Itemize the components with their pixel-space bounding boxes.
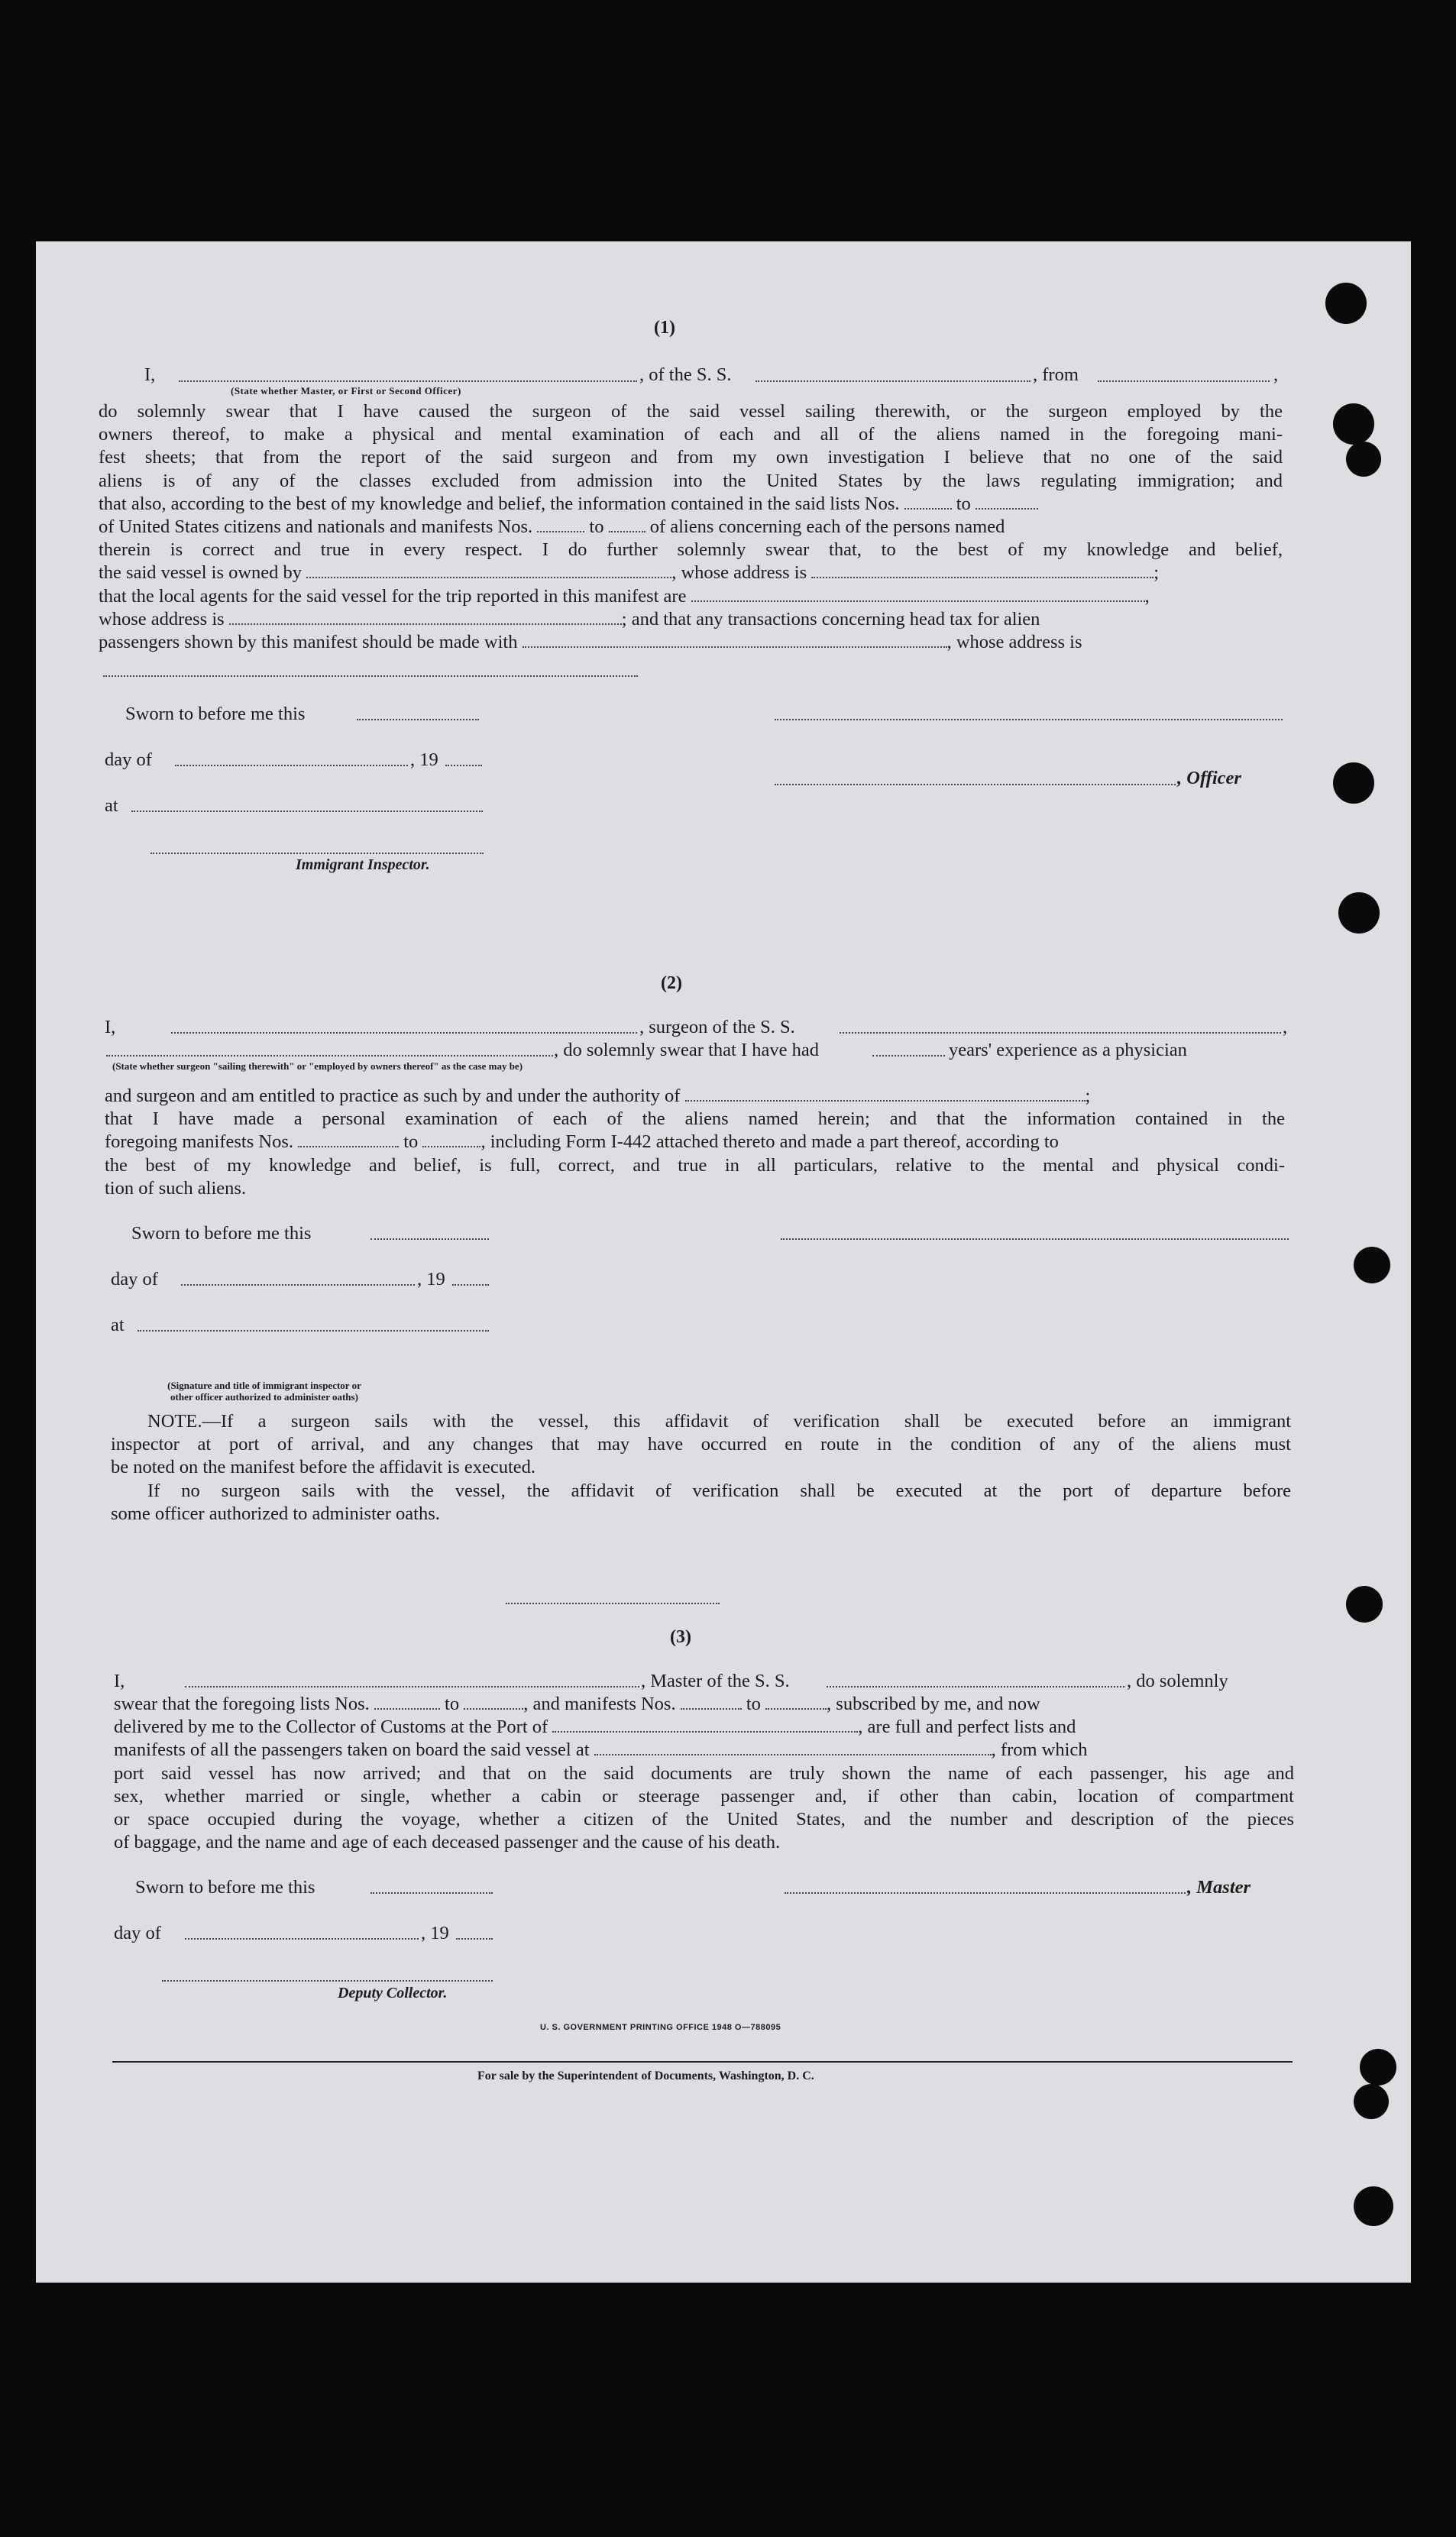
s1-headtax-address-field[interactable] [103, 675, 638, 677]
s3-solemnly: , do solemnly [1127, 1671, 1228, 1691]
s3-line-2c: , and manifests Nos. [523, 1694, 676, 1714]
s1-at-field[interactable] [131, 811, 483, 812]
s1-line-12b: , whose address is [946, 632, 1082, 653]
s2-day-label: day of [111, 1269, 158, 1290]
s2-year-label: , 19 [417, 1269, 445, 1290]
s3-to-1: to [445, 1694, 460, 1714]
s2-authority-field[interactable] [685, 1086, 1086, 1102]
s1-line-11a: whose address is [99, 608, 225, 629]
s3-boarding-port-field[interactable] [594, 1740, 992, 1756]
s2-surgeon-of-label: , surgeon of the S. S. [639, 1017, 795, 1037]
s2-note-5: some officer authorized to administer oaths. [111, 1503, 440, 1524]
punch-hole-icon [1354, 2084, 1389, 2119]
s1-comma-2: , [1144, 585, 1150, 607]
s2-day-field[interactable] [181, 1284, 415, 1286]
s1-day-field[interactable] [175, 765, 408, 766]
s1-signature-field[interactable] [775, 719, 1283, 720]
s1-inspector-label: Immigrant Inspector. [296, 856, 430, 873]
s2-status-note: (State whether surgeon "sailing therewith" or "employed by owners thereof" as the case may be) [112, 1060, 523, 1072]
s1-of-ss-label: , of the S. S. [639, 364, 732, 385]
punch-hole-icon [1338, 892, 1380, 934]
s2-signature-note-2: other officer authorized to administer oaths) [170, 1391, 358, 1403]
s1-sworn-label: Sworn to before me this [125, 704, 306, 724]
s1-manifests-from-field[interactable] [537, 517, 584, 532]
s1-from-label: , from [1033, 364, 1079, 385]
s3-line-5: port said vessel has now arrived; and that on the said documents are truly shown the name of each passenger, his age and [114, 1762, 1294, 1784]
s3-day-label: day of [114, 1923, 161, 1943]
s2-surgeon-status-field[interactable] [106, 1055, 553, 1057]
s3-day-field[interactable] [185, 1938, 419, 1940]
s1-owner-field[interactable] [306, 563, 671, 578]
s2-surgeon-name-field[interactable] [171, 1032, 637, 1034]
s2-line-2b: years' experience as a physician [949, 1040, 1187, 1060]
s1-line-12a: passengers shown by this manifest should be made with [99, 632, 518, 653]
s3-sworn-label: Sworn to before me this [135, 1877, 315, 1898]
s3-line-3a: delivered by me to the Collector of Customs at the Port of [114, 1717, 548, 1738]
s3-line-8: of baggage, and the name and age of each deceased passenger and the cause of his death. [114, 1832, 781, 1853]
section-1-number: (1) [654, 318, 675, 338]
s2-line-6: the best of my knowledge and belief, is full, correct, and true in all particulars, relative to the mental and physical condi- [105, 1154, 1285, 1176]
s2-line-5c: , including Form I-442 attached thereto and made a part thereof, according to [480, 1131, 1059, 1153]
s3-year-field[interactable] [456, 1938, 493, 1940]
s1-line-9a: the said vessel is owned by [99, 562, 303, 584]
s2-at-label: at [111, 1315, 125, 1335]
s1-officer-field[interactable] [775, 784, 1176, 785]
s1-year-label: , 19 [410, 749, 438, 770]
s1-line-7a: of United States citizens and nationals and manifests Nos. [99, 516, 533, 538]
punch-hole-icon [1325, 283, 1367, 324]
punch-hole-icon [1333, 403, 1374, 445]
s1-line-3: owners thereof, to make a physical and mental examination of each and all of the aliens named in the foregoing mani- [99, 424, 1283, 445]
s1-sworn-field[interactable] [357, 719, 479, 720]
s1-agents-address-field[interactable] [229, 609, 622, 624]
s3-line-4b: , from which [991, 1739, 1088, 1761]
s1-line-5: aliens is of any of the classes excluded from admission into the United States by the laws regulating immigration; and [99, 470, 1283, 491]
s1-inspector-signature-field[interactable] [150, 853, 484, 854]
s2-note-2: inspector at port of arrival, and any changes that may have occurred en route in the condition of any of the aliens must [111, 1434, 1291, 1455]
s3-master-name-field[interactable] [185, 1686, 639, 1688]
s2-sworn-field[interactable] [370, 1238, 489, 1240]
s2-manifests-to-field[interactable] [422, 1132, 480, 1147]
s2-signature-field[interactable] [781, 1238, 1289, 1240]
s3-line-6: sex, whether married or single, whether a cabin or steerage passenger and, if other than cabin, location of compartment [114, 1785, 1294, 1807]
s2-i-label: I, [105, 1017, 116, 1037]
form-page [36, 241, 1411, 2283]
s3-manifests-from-field[interactable] [681, 1694, 742, 1710]
section-separator [506, 1603, 720, 1604]
footer-rule [112, 2061, 1293, 2063]
s2-note-3: be noted on the manifest before the affidavit is executed. [111, 1457, 536, 1478]
s2-line-4: that I have made a personal examination of each of the aliens named herein; and that the information contained in the [105, 1108, 1285, 1130]
s1-to-1: to [956, 493, 971, 514]
s3-master-signature-field[interactable] [785, 1892, 1186, 1894]
s1-line-9b: , whose address is [671, 562, 807, 584]
s1-day-label: day of [105, 749, 152, 770]
s2-signature-note-1: (Signature and title of immigrant inspector or [167, 1380, 361, 1391]
s3-line-2a: swear that the foregoing lists Nos. [114, 1694, 370, 1714]
s3-manifests-to-field[interactable] [765, 1694, 827, 1710]
s2-year-field[interactable] [452, 1284, 489, 1286]
punch-hole-icon [1354, 1247, 1390, 1283]
s1-agents-field[interactable] [691, 586, 1145, 601]
s3-to-2: to [746, 1694, 761, 1714]
s3-i-label: I, [114, 1671, 125, 1691]
s1-to-2: to [589, 516, 604, 538]
s1-headtax-field[interactable] [523, 633, 947, 648]
s1-line-6a: that also, according to the best of my knowledge and belief, the information contained in the said lists Nos. [99, 493, 900, 514]
gpo-imprint: U. S. GOVERNMENT PRINTING OFFICE 1948 O—788095 [540, 2023, 781, 2032]
s2-line-7: tion of such aliens. [105, 1177, 247, 1199]
punch-hole-icon [1346, 1586, 1383, 1623]
s3-line-3b: , are full and perfect lists and [858, 1717, 1076, 1738]
s1-line-11b: ; and that any transactions concerning head tax for alien [621, 608, 1040, 629]
section-2-number: (2) [661, 973, 682, 993]
s1-lists-to-field[interactable] [976, 493, 1038, 509]
s2-years-field[interactable] [872, 1055, 945, 1057]
s3-line-7: or space occupied during the voyage, whether a citizen of the United States, and the number and description of the pieces [114, 1809, 1294, 1830]
s2-to: to [403, 1131, 419, 1153]
s2-line-5a: foregoing manifests Nos. [105, 1131, 293, 1153]
s3-deputy-signature-field[interactable] [162, 1980, 493, 1982]
s3-line-4a: manifests of all the passengers taken on board the said vessel at [114, 1739, 590, 1761]
s3-vessel-field[interactable] [827, 1686, 1124, 1688]
s2-line-2a: , do solemnly swear that I have had [554, 1040, 819, 1060]
s1-line-8: therein is correct and true in every respect. I do further solemnly swear that, to the best of my knowledge and belief, [99, 539, 1283, 561]
s3-year-label: , 19 [421, 1923, 449, 1943]
s1-year-field[interactable] [445, 765, 482, 766]
s1-line-10: that the local agents for the said vessel for the trip reported in this manifest are [99, 585, 687, 607]
s3-master-label: , Master [1187, 1877, 1251, 1898]
s1-vessel-name-field[interactable] [756, 380, 1031, 382]
s2-note-1: NOTE.—If a surgeon sails with the vessel, this affidavit of verification shall be executed before an immigrant [147, 1411, 1291, 1432]
s2-semicolon: ; [1085, 1086, 1091, 1106]
s1-manifests-to-field[interactable] [609, 517, 645, 532]
s3-sworn-field[interactable] [370, 1892, 493, 1894]
sale-notice: For sale by the Superintendent of Documents, Washington, D. C. [477, 2069, 814, 2082]
punch-hole-icon [1346, 442, 1381, 477]
punch-hole-icon [1354, 2186, 1393, 2226]
s1-at-label: at [105, 795, 118, 816]
s1-line-4: fest sheets; that from the report of the said surgeon and from my own investigation I believe that no one of the said [99, 447, 1283, 468]
punch-hole-icon [1333, 762, 1374, 804]
s2-comma: , [1283, 1017, 1288, 1037]
s3-lists-from-field[interactable] [374, 1694, 440, 1710]
s1-lists-from-field[interactable] [904, 493, 952, 509]
s1-officer-title-field[interactable] [179, 380, 637, 382]
s1-from-port-field[interactable] [1098, 380, 1270, 382]
s2-line-3: and surgeon and am entitled to practice as such by and under the authority of [105, 1086, 681, 1106]
s3-lists-to-field[interactable] [464, 1694, 523, 1710]
s2-at-field[interactable] [138, 1330, 489, 1332]
s3-master-of-label: , Master of the S. S. [641, 1671, 790, 1691]
s3-line-2e: , subscribed by me, and now [827, 1694, 1040, 1714]
s1-i-label: I, [144, 364, 156, 385]
punch-hole-icon [1360, 2049, 1396, 2086]
s3-port-field[interactable] [552, 1717, 858, 1733]
s2-sworn-label: Sworn to before me this [131, 1223, 312, 1244]
s1-comma: , [1273, 364, 1279, 385]
s1-officer-note: (State whether Master, or First or Second Officer) [231, 385, 461, 396]
s3-deputy-label: Deputy Collector. [338, 1985, 448, 2001]
section-3-number: (3) [670, 1627, 691, 1647]
s1-semicolon: ; [1153, 562, 1160, 584]
s2-manifests-from-field[interactable] [298, 1132, 399, 1147]
s1-officer-label: , Officer [1177, 768, 1241, 788]
s2-note-4: If no surgeon sails with the vessel, the affidavit of verification shall be executed at the port of departure before [147, 1480, 1291, 1501]
s1-line-2: do solemnly swear that I have caused the surgeon of the said vessel sailing therewith, or the surgeon employed by the [99, 401, 1283, 422]
s2-vessel-field[interactable] [840, 1032, 1281, 1034]
s1-line-7c: of aliens concerning each of the persons named [649, 516, 1005, 538]
s1-owner-address-field[interactable] [811, 563, 1153, 578]
